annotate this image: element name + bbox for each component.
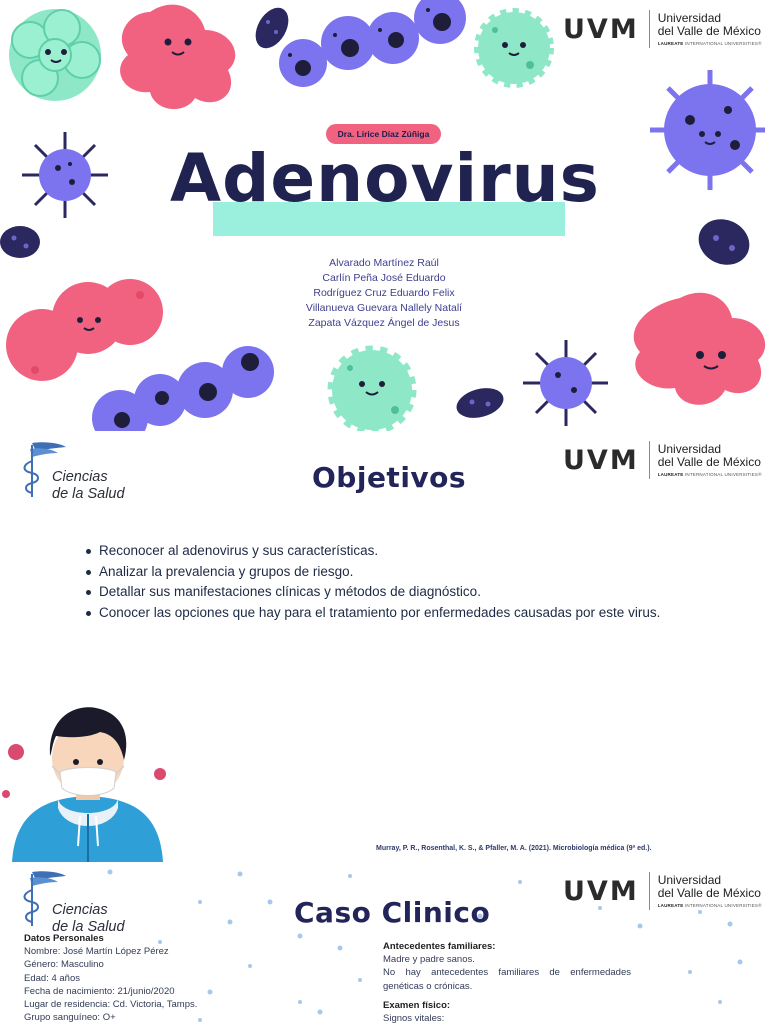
logo-divider	[649, 10, 650, 48]
uvm-tag-rest: INTERNATIONAL UNIVERSITIES®	[684, 902, 762, 908]
section-title: Caso Clinico	[294, 896, 491, 929]
ciencias-line2: de la Salud	[52, 919, 125, 935]
uvm-mark: UVM	[563, 13, 639, 45]
team-member: Rodríguez Cruz Eduardo Felix	[313, 287, 455, 299]
list-item: Reconocer al adenovirus y sus características.	[86, 541, 726, 562]
pink-germ-bottom-icon	[634, 293, 765, 405]
uvm-logo	[563, 10, 762, 48]
uvm-logo	[563, 441, 762, 479]
uvm-tag-bold: LAUREATE	[657, 40, 684, 46]
uvm-tagline	[658, 41, 762, 47]
family-history-heading: Antecedentes familiares:	[383, 941, 496, 952]
pink-chain-germ-icon	[6, 279, 163, 381]
uvm-name-line2: del Valle de México	[657, 885, 761, 900]
family-history-line: Madre y padre sanos.	[383, 954, 475, 966]
ciencias-salud-logo	[18, 439, 125, 503]
uvm-logo	[563, 872, 762, 910]
slide-title	[0, 0, 768, 431]
personal-data-line: Nombre: José Martín López Pérez	[24, 946, 169, 958]
slide-objectives	[0, 431, 768, 862]
logo-divider	[649, 441, 650, 479]
uvm-name-line2: del Valle de México	[657, 23, 761, 38]
uvm-name-line1: Universidad	[657, 10, 722, 25]
uvm-wordmark	[658, 443, 762, 478]
ciencias-salud-text	[52, 469, 125, 503]
uvm-tag-bold: LAUREATE	[657, 902, 684, 908]
uvm-name-line1: Universidad	[657, 441, 722, 456]
team-member: Alvarado Martínez Raúl	[329, 257, 439, 269]
section-title: Objetivos	[312, 461, 467, 494]
child-mask-illustration	[0, 686, 175, 862]
personal-data-block	[24, 932, 197, 1024]
objectives-list	[86, 541, 726, 623]
uvm-tag-rest: INTERNATIONAL UNIVERSITIES®	[684, 40, 762, 46]
team-member: Carlín Peña José Eduardo	[322, 272, 446, 284]
ciencias-line1: Ciencias	[52, 469, 108, 485]
pink-germ-icon	[120, 5, 235, 109]
purple-virus-icon	[650, 70, 765, 190]
citation-text: Murray, P. R., Rosenthal, K. S., & Pfaller, M. A. (2021). Microbiología médica (9ª ed.).	[376, 845, 652, 852]
ciencias-salud-text	[52, 902, 125, 936]
green-spiky-bottom-germ-icon	[332, 350, 412, 430]
list-item: Analizar la prevalencia y grupos de riesgo.	[86, 562, 726, 583]
uvm-mark: UVM	[563, 875, 639, 907]
uvm-wordmark	[658, 12, 762, 47]
uvm-name-line2: del Valle de México	[657, 454, 761, 469]
uvm-name-line1: Universidad	[657, 872, 722, 887]
physical-exam-line: Signos vitales:	[383, 1013, 445, 1024]
purple-spiky-bottom-germ-icon	[523, 340, 608, 426]
uvm-tag-rest: INTERNATIONAL UNIVERSITIES®	[684, 471, 762, 477]
list-item: Conocer las opciones que hay para el tratamiento por enfermedades causadas por este virus.	[86, 603, 726, 624]
uvm-wordmark	[658, 874, 762, 909]
personal-data-heading: Datos Personales	[24, 933, 104, 944]
physical-exam-heading: Examen físico:	[383, 999, 451, 1011]
personal-data-line: Género: Masculino	[24, 959, 104, 971]
uvm-tag-bold: LAUREATE	[657, 471, 684, 477]
logo-divider	[649, 872, 650, 910]
personal-data-line: Lugar de residencia: Cd. Victoria, Tamps.	[24, 999, 198, 1011]
ciencias-line1: Ciencias	[52, 902, 108, 918]
green-cluster-germ-icon	[9, 9, 101, 101]
team-list	[234, 256, 534, 331]
personal-data-line: Fecha de nacimiento: 21/junio/2020	[24, 985, 175, 997]
green-spiky-germ-icon	[478, 12, 550, 84]
list-item: Detallar sus manifestaciones clínicas y métodos de diagnóstico.	[86, 582, 726, 603]
uvm-tagline	[658, 472, 762, 478]
purple-chain-germ-icon	[279, 0, 466, 87]
spiky-purple-germ-icon	[22, 132, 108, 218]
ciencias-line2: de la Salud	[52, 486, 125, 502]
uvm-mark: UVM	[563, 444, 639, 476]
presentation-title: Adenovirus	[170, 140, 600, 217]
personal-data-line: Grupo sanguíneo: O+	[24, 1012, 116, 1024]
team-member: Villanueva Guevara Nallely Natalí	[305, 302, 463, 314]
slide-clinical-case	[0, 862, 768, 1024]
personal-data-line: Edad: 4 años	[24, 972, 80, 984]
author-badge: Dra. Lirice Díaz Zúñiga	[326, 124, 441, 144]
family-history-block	[383, 940, 631, 1024]
team-member: Zapata Vázquez Ángel de Jesus	[308, 317, 460, 329]
ciencias-salud-logo	[18, 868, 125, 936]
uvm-tagline	[658, 903, 762, 909]
purple-chain-bottom-germ-icon	[92, 346, 274, 431]
family-history-line: No hay antecedentes familiares de enfermedades genéticas o crónicas.	[383, 967, 631, 992]
